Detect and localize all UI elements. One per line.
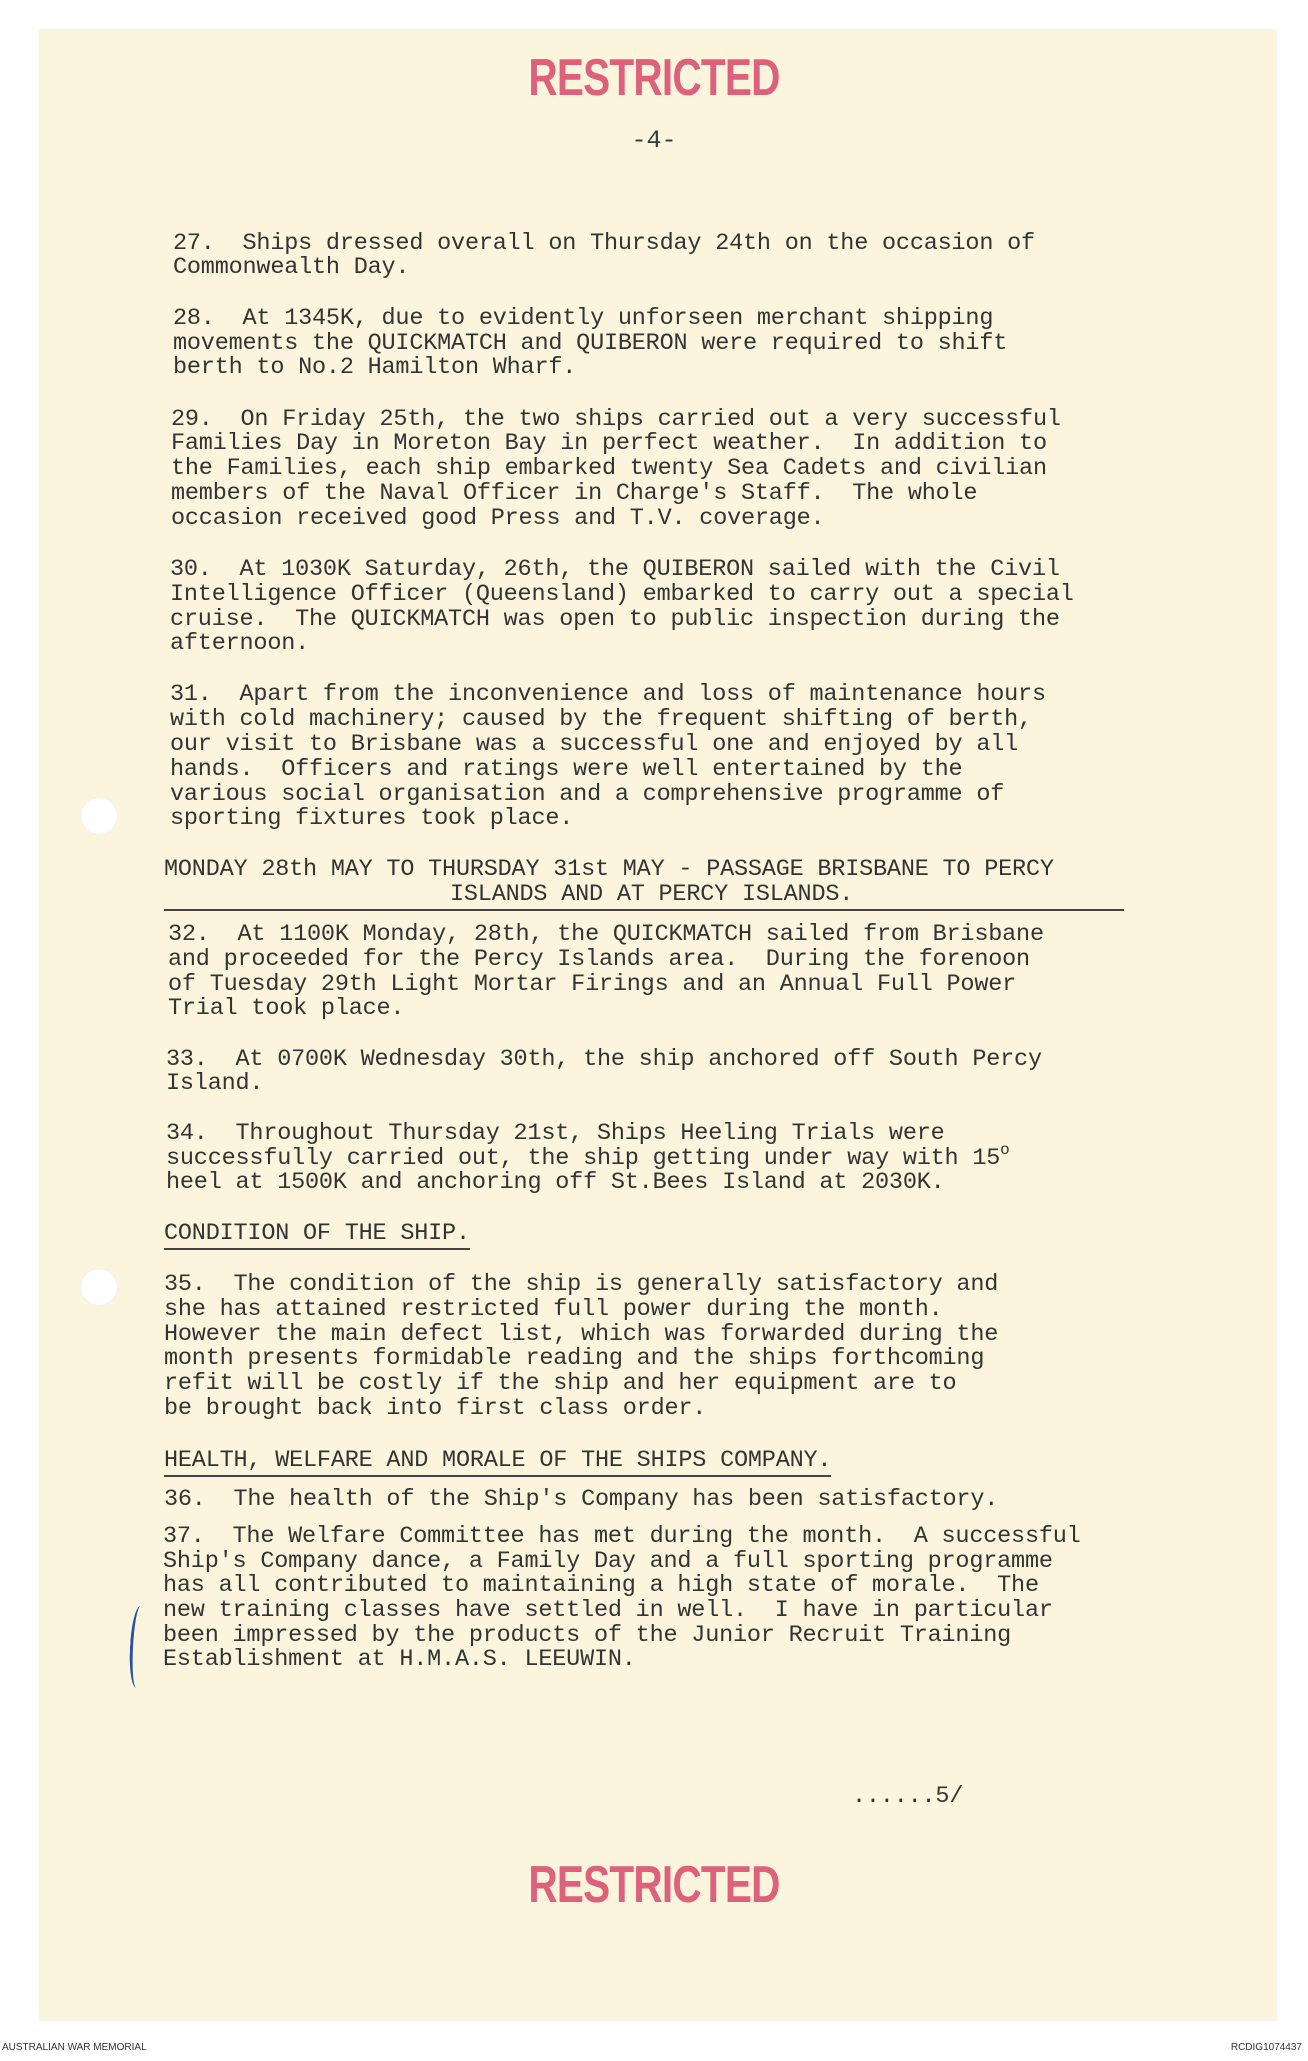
text-line: she has attained restricted full power during the month. xyxy=(164,1296,943,1323)
text-line: berth to No.2 Hamilton Wharf. xyxy=(173,354,577,381)
text-line: month presents formidable reading and the ships forthcoming xyxy=(164,1345,985,1372)
text-line: cruise. The QUICKMATCH was open to public inspection during the xyxy=(170,606,1060,633)
text-line: afternoon. xyxy=(170,630,310,657)
restricted-stamp-bottom: RESTRICTED xyxy=(528,1856,780,1914)
text-line: has all contributed to maintaining a high state of morale. The xyxy=(163,1572,1039,1599)
section-heading: MONDAY 28th MAY TO THURSDAY 31st MAY - PASSAGE BRISBANE TO PERCY xyxy=(164,856,1054,883)
text-line: 32. At 1100K Monday, 28th, the QUICKMATCH sailed from Brisbane xyxy=(168,921,1044,948)
text-line: the Families, each ship embarked twenty Sea Cadets and civilian xyxy=(171,455,1047,482)
text-line: refit will be costly if the ship and her equipment are to xyxy=(164,1370,957,1397)
footer-source: AUSTRALIAN WAR MEMORIAL xyxy=(2,2042,147,2053)
text-line: 31. Apart from the inconvenience and loss of maintenance hours xyxy=(170,681,1046,708)
text-line: sporting fixtures took place. xyxy=(170,805,574,832)
section-heading: ISLANDS AND AT PERCY ISLANDS. xyxy=(450,881,854,908)
continuation-marker: ......5/ xyxy=(852,1783,964,1810)
text-line: of Tuesday 29th Light Mortar Firings and an Annual Full Power xyxy=(168,971,1017,998)
heading-text: HEALTH, WELFARE AND MORALE OF THE SHIPS COMPANY. xyxy=(164,1447,831,1477)
text-line: occasion received good Press and T.V. coverage. xyxy=(171,505,825,532)
text-line: heel at 1500K and anchoring off St.Bees Island at 2030K. xyxy=(166,1169,945,1196)
text-line: movements the QUICKMATCH and QUIBERON were required to shift xyxy=(173,330,1008,357)
text-line: 35. The condition of the ship is generally satisfactory and xyxy=(164,1271,999,1298)
heading-rule xyxy=(164,909,1124,911)
text-line: 28. At 1345K, due to evidently unforseen merchant shipping xyxy=(173,305,994,332)
text-line: 34. Throughout Thursday 21st, Ships Heeling Trials were xyxy=(166,1120,945,1147)
text-line: Trial took place. xyxy=(168,995,405,1022)
text-line: our visit to Brisbane was a successful one and enjoyed by all xyxy=(170,731,1019,758)
text-line: Ship's Company dance, a Family Day and a full sporting programme xyxy=(163,1548,1053,1575)
text-line: and proceeded for the Percy Islands area. During the forenoon xyxy=(168,946,1030,973)
text-line: 37. The Welfare Committee has met during the month. A successful xyxy=(163,1523,1081,1550)
section-heading xyxy=(164,1448,831,1473)
restricted-stamp-top: RESTRICTED xyxy=(528,49,780,107)
text-line: Families Day in Moreton Bay in perfect weather. In addition to xyxy=(171,430,1047,457)
text-line-content: successfully carried out, the ship getting under way with 15 xyxy=(166,1145,1001,1172)
text-line: members of the Naval Officer in Charge's Staff. The whole xyxy=(171,480,978,507)
text-line: However the main defect list, which was forwarded during the xyxy=(164,1321,999,1348)
text-line: 27. Ships dressed overall on Thursday 24th on the occasion of xyxy=(173,230,1035,257)
punch-hole xyxy=(80,1268,118,1306)
section-heading xyxy=(164,1221,470,1246)
text-line: Island. xyxy=(166,1070,264,1097)
text-line: 30. At 1030K Saturday, 26th, the QUIBERON sailed with the Civil xyxy=(170,556,1060,583)
text-line: various social organisation and a comprehensive programme of xyxy=(170,781,1005,808)
text-line: be brought back into first class order. xyxy=(164,1395,707,1422)
text-line: Commonwealth Day. xyxy=(173,254,410,281)
text-line: 33. At 0700K Wednesday 30th, the ship anchored off South Percy xyxy=(166,1046,1042,1073)
text-line: Intelligence Officer (Queensland) embarked to carry out a special xyxy=(170,581,1074,608)
text-line: 36. The health of the Ship's Company has been satisfactory. xyxy=(164,1486,999,1513)
heading-text: CONDITION OF THE SHIP. xyxy=(164,1220,470,1250)
text-line: 29. On Friday 25th, the two ships carried out a very successful xyxy=(171,406,1061,433)
text-line: with cold machinery; caused by the frequent shifting of berth, xyxy=(170,706,1032,733)
text-line: new training classes have settled in well. I have in particular xyxy=(163,1597,1053,1624)
degree-sign: o xyxy=(1000,1141,1010,1159)
text-line: been impressed by the products of the Junior Recruit Training xyxy=(163,1622,1012,1649)
text-line: hands. Officers and ratings were well entertained by the xyxy=(170,756,963,783)
page-number: -4- xyxy=(631,126,677,155)
footer-id: RCDIG1074437 xyxy=(1230,2042,1302,2053)
text-line: Establishment at H.M.A.S. LEEUWIN. xyxy=(163,1646,636,1673)
punch-hole xyxy=(80,797,118,835)
